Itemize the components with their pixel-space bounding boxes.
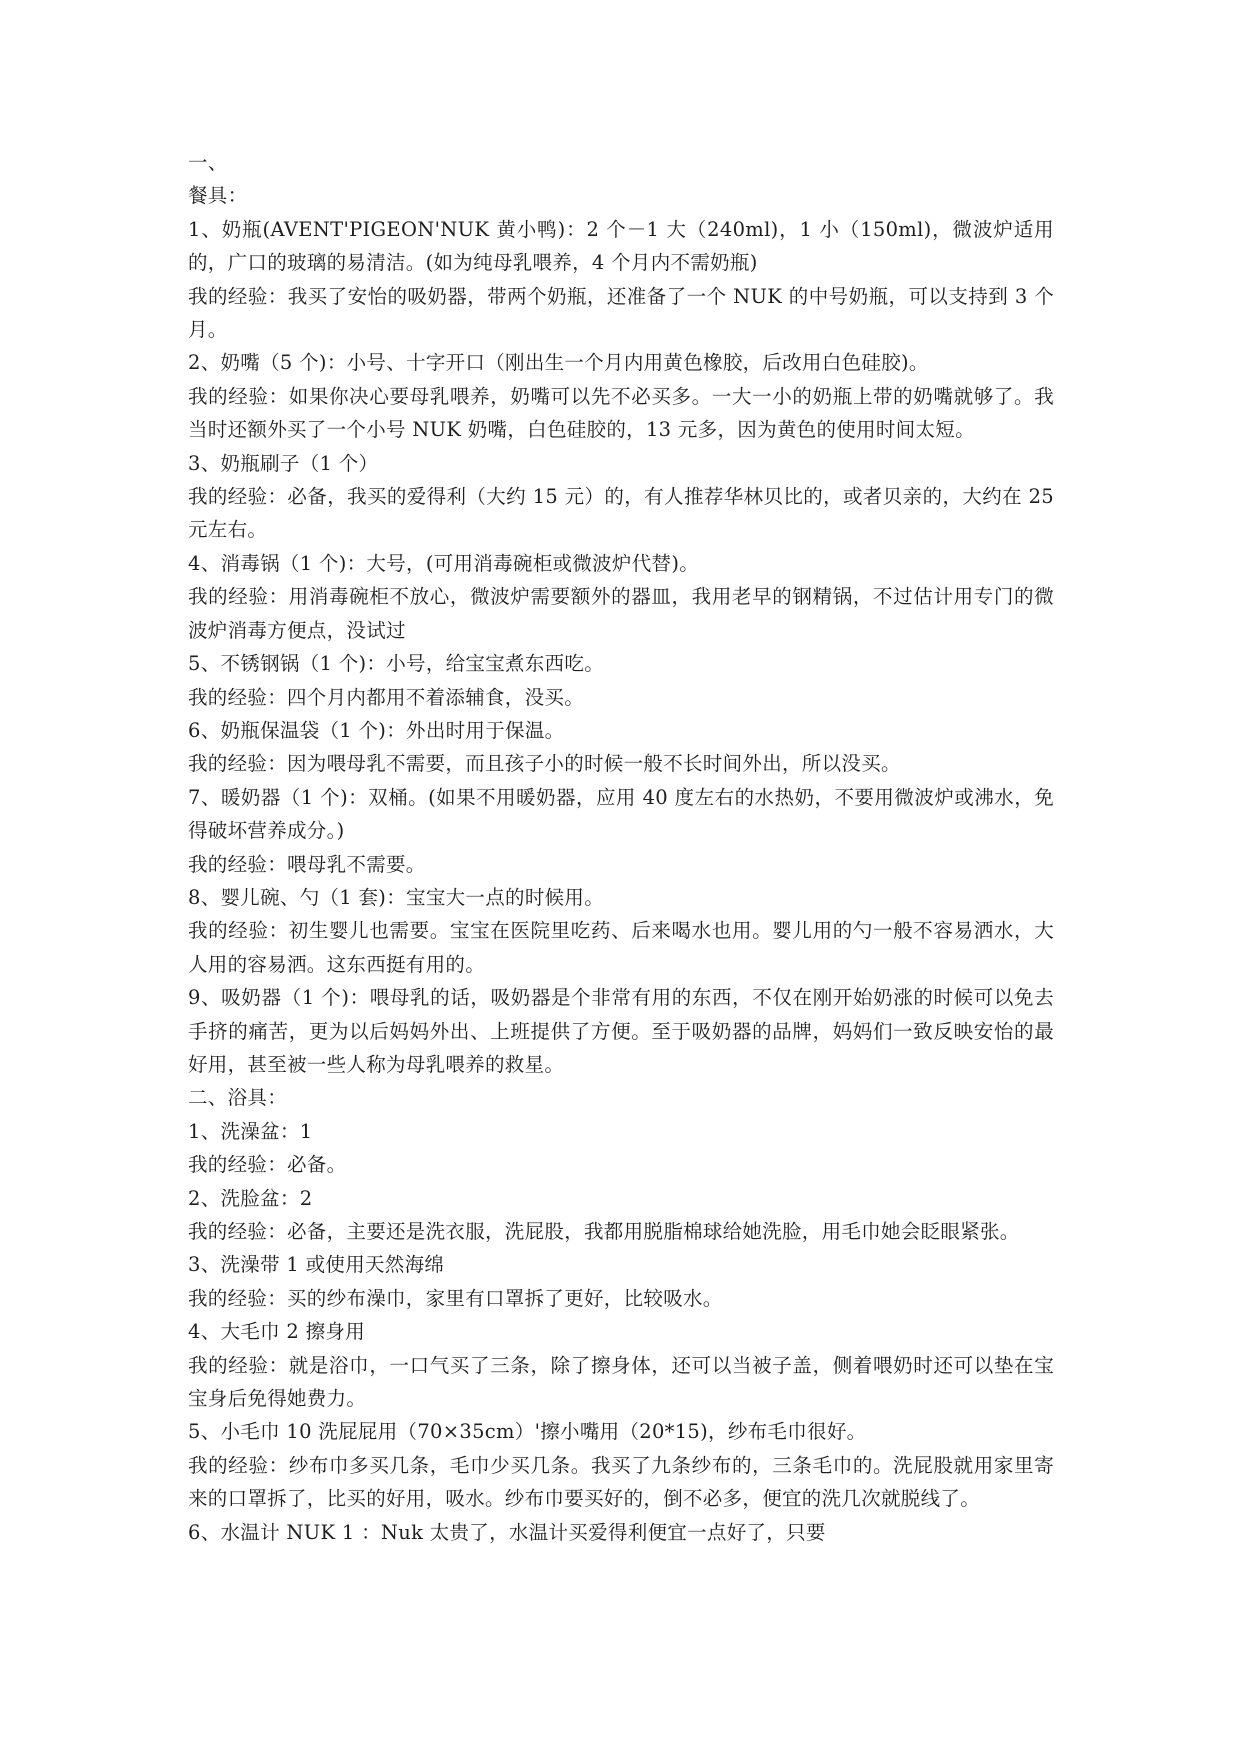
experience-bottle-warmer: 我的经验：喂母乳不需要。 xyxy=(188,852,426,876)
item-thermometer: 6、水温计 NUK 1 ：Nuk 太贵了，水温计买爱得利便宜一点好了，只要 xyxy=(188,1520,826,1544)
experience-bath-strap: 我的经验：买的纱布澡巾，家里有口罩拆了更好，比较吸水。 xyxy=(188,1286,723,1310)
item-large-towel: 4、大毛巾 2 擦身用 xyxy=(188,1320,366,1344)
experience-bowl-spoon: 我的经验：初生婴儿也需要。宝宝在医院里吃药、后来喝水也用。婴儿用的勺一般不容易洒水，大人用的容易洒。这东西挺有用的。 xyxy=(188,919,1054,976)
item-bottle: 1、奶瓶(AVENT'PIGEON'NUK 黄小鸭)：2 个－1 大（240ml)，1 小（150ml)，微波炉适用的，广口的玻璃的易清洁。(如为纯母乳喂养，4 个月内不需奶瓶) xyxy=(188,217,1054,275)
experience-bathtub: 我的经验：必备。 xyxy=(188,1153,347,1177)
item-bath-strap: 3、洗澡带 1 或使用天然海绵 xyxy=(188,1253,445,1277)
section-number: 一、 xyxy=(188,151,228,174)
item-sterilizer: 4、消毒锅（1 个)：大号，(可用消毒碗柜或微波炉代替)。 xyxy=(188,551,700,575)
section-heading-bath: 二、浴具： xyxy=(188,1086,288,1110)
item-nipple: 2、奶嘴（5 个)：小号、十字开口（刚出生一个月内用黄色橡胶，后改用白色硅胶)。 xyxy=(188,351,929,375)
item-bottle-warmer: 7、暖奶器（1 个)：双桶。(如果不用暖奶器，应用 40 度左右的水热奶，不要用微波炉或沸水，免得破坏营养成分。) xyxy=(188,785,1054,843)
section-heading-tableware: 餐具： xyxy=(188,184,248,208)
experience-washbasin: 我的经验：必备，主要还是洗衣服，洗屁股，我都用脱脂棉球给她洗脸，用毛巾她会眨眼紧张。 xyxy=(188,1220,1020,1243)
item-breast-pump: 9、吸奶器（1 个)：喂母乳的话，吸奶器是个非常有用的东西，不仅在刚开始奶涨的时候可以免去手挤的痛苦，更为以后妈妈外出、上班提供了方便。至于吸奶器的品牌，妈妈们一致反映安怡的最好用，甚至被一些人称为母乳喂养的救星。 xyxy=(188,986,1054,1076)
experience-insulated-bag: 我的经验：因为喂母乳不需要，而且孩子小的时候一般不长时间外出，所以没买。 xyxy=(188,752,901,776)
experience-bottle-brush: 我的经验：必备，我买的爱得利（大约 15 元）的，有人推荐华林贝比的，或者贝亲的，大约在 25 元左右。 xyxy=(188,485,1054,542)
document-body xyxy=(188,146,1054,1549)
experience-large-towel: 我的经验：就是浴巾，一口气买了三条，除了擦身体，还可以当被子盖，侧着喂奶时还可以垫在宝宝身后免得她费力。 xyxy=(188,1353,1054,1411)
item-bowl-spoon: 8、婴儿碗、勺（1 套)：宝宝大一点的时候用。 xyxy=(188,885,605,909)
item-insulated-bag: 6、奶瓶保温袋（1 个)：外出时用于保温。 xyxy=(188,718,565,742)
experience-nipple: 我的经验：如果你决心要母乳喂养，奶嘴可以先不必买多。一大一小的奶瓶上带的奶嘴就够了。我当时还额外买了一个小号 NUK 奶嘴，白色硅胶的，13 元多，因为黄色的使用时间太短。 xyxy=(188,384,1054,442)
item-bathtub: 1、洗澡盆：1 xyxy=(188,1119,313,1143)
experience-small-towel: 我的经验：纱布巾多买几条，毛巾少买几条。我买了九条纱布的，三条毛巾的。洗屁股就用家里寄来的口罩拆了，比买的好用，吸水。纱布巾要买好的，倒不必多，便宜的洗几次就脱线了。 xyxy=(188,1453,1054,1511)
experience-sterilizer: 我的经验：用消毒碗柜不放心，微波炉需要额外的器皿，我用老早的钢精锅，不过估计用专门的微波炉消毒方便点，没试过 xyxy=(188,585,1054,642)
experience-steel-pot: 我的经验：四个月内都用不着添辅食，没买。 xyxy=(188,685,585,709)
item-bottle-brush: 3、奶瓶刷子（1 个） xyxy=(188,451,379,475)
item-small-towel: 5、小毛巾 10 洗屁屁用（70×35cm）'擦小嘴用（20*15)，纱布毛巾很好。 xyxy=(188,1420,867,1444)
item-steel-pot: 5、不锈钢锅（1 个)：小号，给宝宝煮东西吃。 xyxy=(188,652,605,676)
experience-bottle: 我的经验：我买了安怡的吸奶器，带两个奶瓶，还准备了一个 NUK 的中号奶瓶，可以支持到 3 个月。 xyxy=(188,284,1054,342)
item-washbasin: 2、洗脸盆：2 xyxy=(188,1186,313,1210)
